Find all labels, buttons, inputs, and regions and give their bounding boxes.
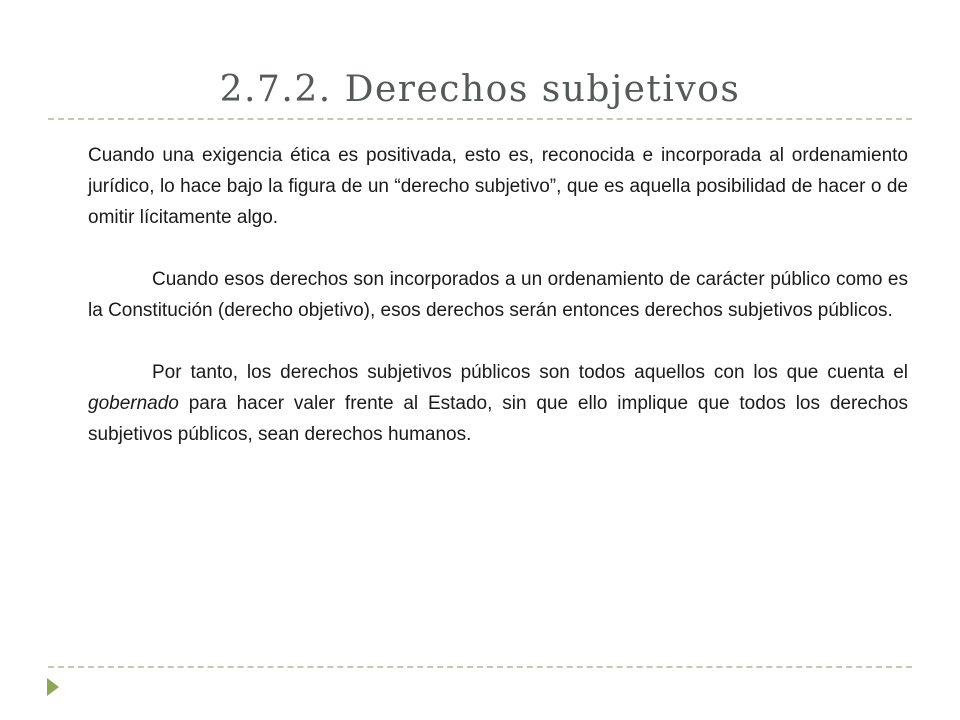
footer-divider: [48, 666, 912, 668]
slide-body: [88, 140, 908, 481]
slide-title: 2.7.2. Derechos subjetivos: [219, 69, 741, 110]
paragraph-2: Cuando esos derechos son incorporados a un ordenamiento de carácter público como es la Constitución (derecho objetivo), esos derechos serán entonces derechos subjetivos públicos.: [88, 269, 908, 321]
paragraph-3-emphasis: gobernado: [88, 393, 179, 414]
paragraph-3: [88, 357, 908, 450]
paragraph-1: Cuando una exigencia ética es positivada, esto es, reconocida e incorporada al ordenamiento jurídico, lo hace bajo la figura de un “derecho subjetivo”, que es aquella posibilidad de hacer o de omitir lícitamente algo.: [88, 145, 908, 228]
triangle-right-icon: [47, 678, 59, 696]
paragraph-3-text-start: Por tanto, los derechos subjetivos públicos son todos aquellos con los que cuenta el: [152, 362, 908, 383]
title-divider: [48, 118, 912, 120]
paragraph-3-text-end: para hacer valer frente al Estado, sin que ello implique que todos los derechos subjetivos públicos, sean derechos humanos.: [88, 393, 908, 445]
